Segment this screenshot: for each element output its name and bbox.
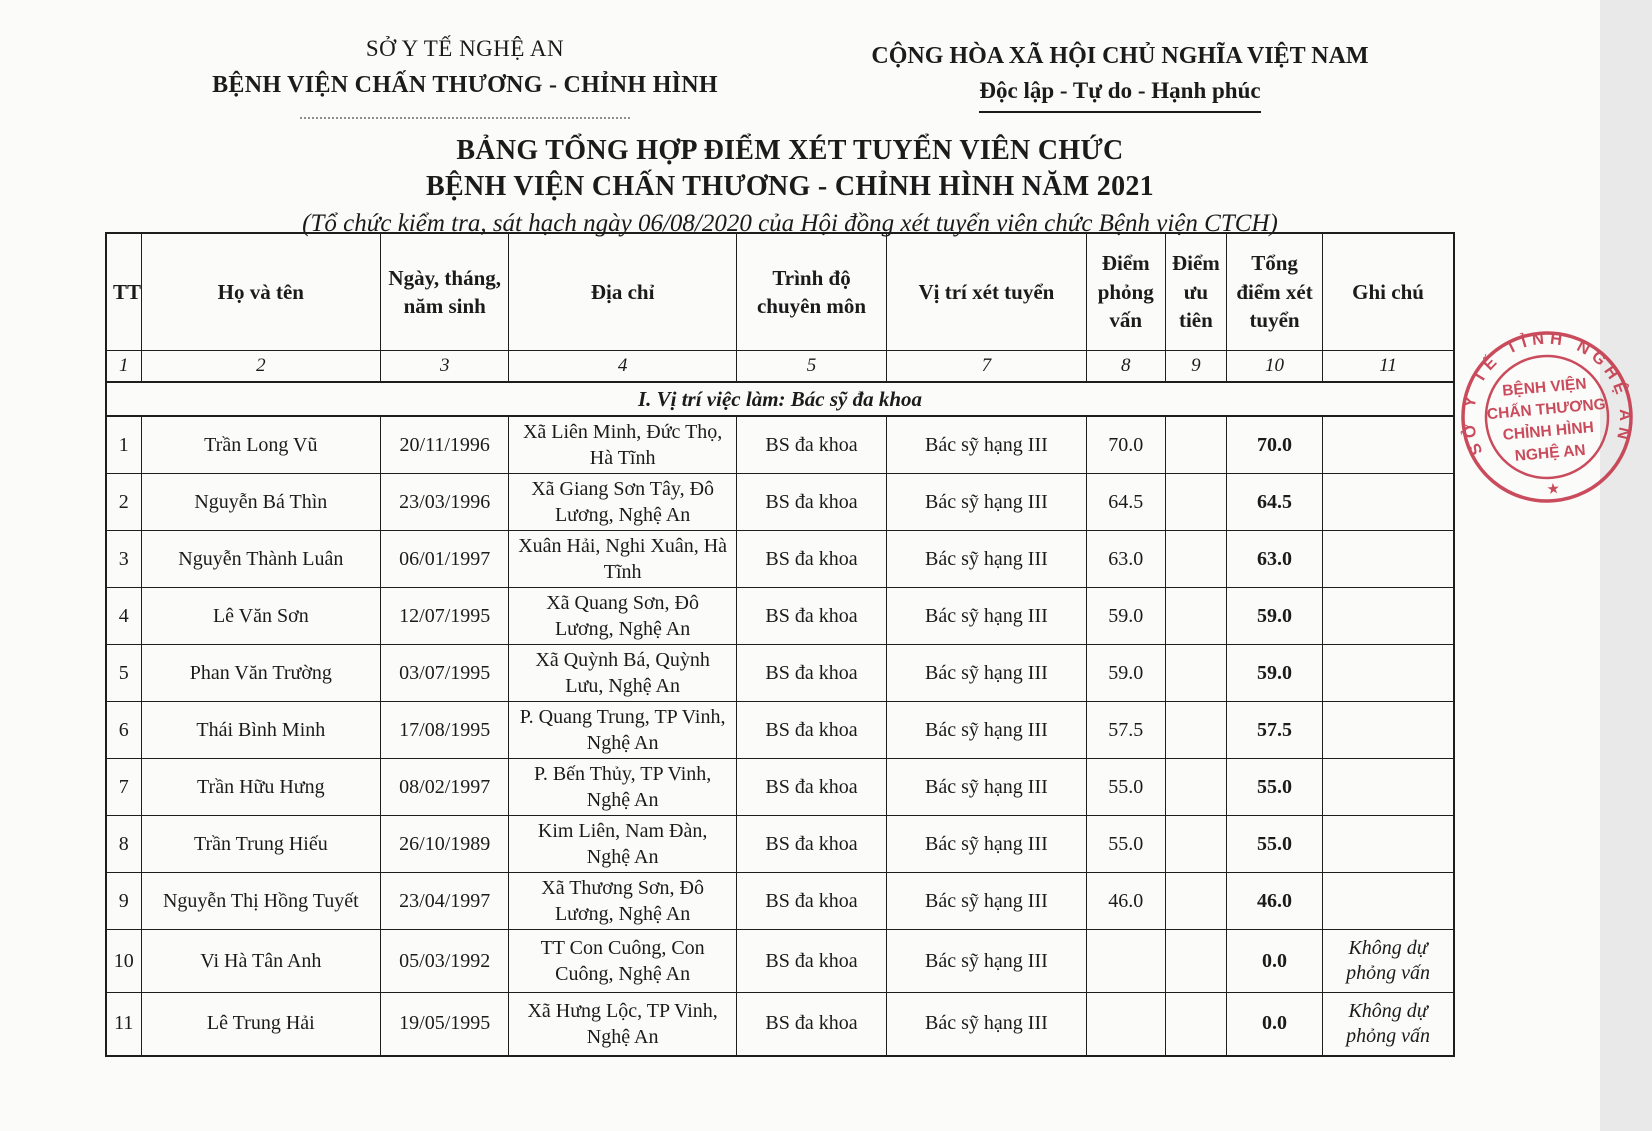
col-number: 9 <box>1165 351 1226 383</box>
cell-tt: 11 <box>106 993 141 1056</box>
cell-degree: BS đa khoa <box>736 531 886 588</box>
document-title <box>0 133 1580 238</box>
col-header-degree: Trình độ chuyên môn <box>736 233 886 351</box>
cell-total: 64.5 <box>1226 474 1322 531</box>
stamp-star-icon: ★ <box>1545 480 1561 499</box>
title-subtitle: (Tổ chức kiểm tra, sát hạch ngày 06/08/2020 của Hội đồng xét tuyển viên chức Bệnh viện CTCH) <box>302 209 1278 237</box>
cell-position: Bác sỹ hạng III <box>887 873 1086 930</box>
cell-address: TT Con Cuông, Con Cuông, Nghệ An <box>509 930 737 993</box>
cell-address: Xuân Hải, Nghi Xuân, Hà Tĩnh <box>509 531 737 588</box>
cell-name: Thái Bình Minh <box>141 702 381 759</box>
cell-priority <box>1165 759 1226 816</box>
cell-name: Trần Hữu Hưng <box>141 759 381 816</box>
cell-note: Không dự phỏng vấn <box>1323 930 1454 993</box>
cell-name: Vi Hà Tân Anh <box>141 930 381 993</box>
cell-dob: 26/10/1989 <box>381 816 509 873</box>
cell-tt: 4 <box>106 588 141 645</box>
cell-total: 0.0 <box>1226 993 1322 1056</box>
cell-priority <box>1165 816 1226 873</box>
cell-dob: 08/02/1997 <box>381 759 509 816</box>
col-header-tt: TT <box>106 233 141 351</box>
cell-priority <box>1165 474 1226 531</box>
cell-dob: 03/07/1995 <box>381 645 509 702</box>
cell-tt: 3 <box>106 531 141 588</box>
col-number: 1 <box>106 351 141 383</box>
cell-note <box>1323 416 1454 474</box>
table-row <box>106 702 1454 759</box>
cell-tt: 8 <box>106 816 141 873</box>
table-row <box>106 759 1454 816</box>
col-header-interview: Điểm phỏng vấn <box>1086 233 1165 351</box>
hospital-name: BỆNH VIỆN CHẤN THƯƠNG - CHỈNH HÌNH <box>212 71 718 98</box>
stamp-center-line1: BỆNH VIỆN <box>1501 375 1588 400</box>
cell-total: 70.0 <box>1226 416 1322 474</box>
table-row <box>106 416 1454 474</box>
cell-dob: 05/03/1992 <box>381 930 509 993</box>
section-header-row <box>106 382 1454 416</box>
cell-priority <box>1165 993 1226 1056</box>
cell-note <box>1323 759 1454 816</box>
cell-degree: BS đa khoa <box>736 702 886 759</box>
score-summary-table <box>105 232 1455 1057</box>
stamp-center-line4: NGHỆ AN <box>1514 441 1587 465</box>
cell-degree: BS đa khoa <box>736 993 886 1056</box>
national-motto-line2: Độc lập - Tự do - Hạnh phúc <box>979 74 1260 113</box>
cell-degree: BS đa khoa <box>736 645 886 702</box>
table-row <box>106 930 1454 993</box>
cell-degree: BS đa khoa <box>736 759 886 816</box>
hospital-seal-stamp <box>1452 322 1652 522</box>
cell-address: Xã Quỳnh Bá, Quỳnh Lưu, Nghệ An <box>509 645 737 702</box>
stamp-inner-ring <box>1481 351 1613 483</box>
cell-note <box>1323 645 1454 702</box>
cell-interview: 46.0 <box>1086 873 1165 930</box>
cell-degree: BS đa khoa <box>736 930 886 993</box>
table-row <box>106 873 1454 930</box>
cell-tt: 5 <box>106 645 141 702</box>
cell-priority <box>1165 416 1226 474</box>
table-row <box>106 474 1454 531</box>
dotted-divider <box>300 117 630 119</box>
col-header-total: Tổng điểm xét tuyển <box>1226 233 1322 351</box>
col-number: 4 <box>509 351 737 383</box>
col-header-note: Ghi chú <box>1323 233 1454 351</box>
cell-tt: 1 <box>106 416 141 474</box>
cell-position: Bác sỹ hạng III <box>887 993 1086 1056</box>
table-row <box>106 645 1454 702</box>
cell-interview: 55.0 <box>1086 759 1165 816</box>
cell-total: 55.0 <box>1226 816 1322 873</box>
cell-tt: 6 <box>106 702 141 759</box>
cell-position: Bác sỹ hạng III <box>887 930 1086 993</box>
cell-tt: 7 <box>106 759 141 816</box>
cell-interview <box>1086 993 1165 1056</box>
table-row <box>106 588 1454 645</box>
cell-position: Bác sỹ hạng III <box>887 759 1086 816</box>
cell-interview: 57.5 <box>1086 702 1165 759</box>
cell-tt: 2 <box>106 474 141 531</box>
cell-interview: 59.0 <box>1086 588 1165 645</box>
cell-interview: 70.0 <box>1086 416 1165 474</box>
cell-position: Bác sỹ hạng III <box>887 816 1086 873</box>
col-number: 11 <box>1323 351 1454 383</box>
col-number: 10 <box>1226 351 1322 383</box>
cell-name: Phan Văn Trường <box>141 645 381 702</box>
cell-total: 57.5 <box>1226 702 1322 759</box>
letterhead-left <box>170 32 760 127</box>
cell-total: 59.0 <box>1226 645 1322 702</box>
col-number: 3 <box>381 351 509 383</box>
cell-name: Nguyễn Thành Luân <box>141 531 381 588</box>
cell-priority <box>1165 702 1226 759</box>
cell-dob: 20/11/1996 <box>381 416 509 474</box>
cell-total: 0.0 <box>1226 930 1322 993</box>
col-number: 5 <box>736 351 886 383</box>
column-number-row <box>106 351 1454 383</box>
cell-name: Lê Trung Hải <box>141 993 381 1056</box>
cell-note <box>1323 531 1454 588</box>
cell-interview: 63.0 <box>1086 531 1165 588</box>
cell-tt: 9 <box>106 873 141 930</box>
national-motto-line1: CỘNG HÒA XÃ HỘI CHỦ NGHĨA VIỆT NAM <box>871 43 1369 69</box>
cell-address: Xã Giang Sơn Tây, Đô Lương, Nghệ An <box>509 474 737 531</box>
cell-position: Bác sỹ hạng III <box>887 531 1086 588</box>
cell-name: Nguyễn Thị Hồng Tuyết <box>141 873 381 930</box>
stamp-ring-text: SỞ Y TẾ TỈNH NGHỆ AN <box>1459 329 1635 458</box>
cell-priority <box>1165 588 1226 645</box>
cell-dob: 19/05/1995 <box>381 993 509 1056</box>
cell-degree: BS đa khoa <box>736 474 886 531</box>
cell-position: Bác sỹ hạng III <box>887 474 1086 531</box>
cell-address: P. Bến Thủy, TP Vinh, Nghệ An <box>509 759 737 816</box>
col-header-dob: Ngày, tháng, năm sinh <box>381 233 509 351</box>
cell-name: Lê Văn Sơn <box>141 588 381 645</box>
cell-address: Xã Hưng Lộc, TP Vinh, Nghệ An <box>509 993 737 1056</box>
table-header-row <box>106 233 1454 351</box>
svg-text:SỞ Y TẾ TỈNH NGHỆ AN <box>1452 323 1637 459</box>
cell-note <box>1323 474 1454 531</box>
col-header-address: Địa chỉ <box>509 233 737 351</box>
cell-position: Bác sỹ hạng III <box>887 645 1086 702</box>
cell-degree: BS đa khoa <box>736 416 886 474</box>
cell-interview <box>1086 930 1165 993</box>
cell-priority <box>1165 645 1226 702</box>
col-header-position: Vị trí xét tuyển <box>887 233 1086 351</box>
cell-degree: BS đa khoa <box>736 816 886 873</box>
title-line1: BẢNG TỔNG HỢP ĐIỂM XÉT TUYỂN VIÊN CHỨC <box>456 135 1124 166</box>
cell-position: Bác sỹ hạng III <box>887 702 1086 759</box>
cell-note: Không dự phỏng vấn <box>1323 993 1454 1056</box>
cell-note <box>1323 702 1454 759</box>
issuing-department: SỞ Y TẾ NGHỆ AN <box>365 36 565 61</box>
cell-interview: 64.5 <box>1086 474 1165 531</box>
cell-position: Bác sỹ hạng III <box>887 416 1086 474</box>
table-row <box>106 816 1454 873</box>
cell-note <box>1323 816 1454 873</box>
cell-dob: 17/08/1995 <box>381 702 509 759</box>
cell-dob: 12/07/1995 <box>381 588 509 645</box>
cell-tt: 10 <box>106 930 141 993</box>
cell-address: Xã Quang Sơn, Đô Lương, Nghệ An <box>509 588 737 645</box>
cell-dob: 23/04/1997 <box>381 873 509 930</box>
cell-name: Trần Trung Hiếu <box>141 816 381 873</box>
cell-priority <box>1165 531 1226 588</box>
cell-address: Kim Liên, Nam Đàn, Nghệ An <box>509 816 737 873</box>
cell-address: Xã Liên Minh, Đức Thọ, Hà Tĩnh <box>509 416 737 474</box>
cell-total: 63.0 <box>1226 531 1322 588</box>
cell-note <box>1323 873 1454 930</box>
cell-address: P. Quang Trung, TP Vinh, Nghệ An <box>509 702 737 759</box>
stamp-outer-ring <box>1456 326 1638 508</box>
table-row <box>106 993 1454 1056</box>
col-number: 7 <box>887 351 1086 383</box>
cell-name: Nguyễn Bá Thìn <box>141 474 381 531</box>
cell-degree: BS đa khoa <box>736 873 886 930</box>
cell-address: Xã Thương Sơn, Đô Lương, Nghệ An <box>509 873 737 930</box>
cell-name: Trần Long Vũ <box>141 416 381 474</box>
cell-degree: BS đa khoa <box>736 588 886 645</box>
section-label: I. Vị trí việc làm: Bác sỹ đa khoa <box>106 382 1454 416</box>
col-number: 2 <box>141 351 381 383</box>
cell-position: Bác sỹ hạng III <box>887 588 1086 645</box>
cell-interview: 59.0 <box>1086 645 1165 702</box>
title-line2: BỆNH VIỆN CHẤN THƯƠNG - CHỈNH HÌNH NĂM 2021 <box>426 171 1154 203</box>
cell-total: 55.0 <box>1226 759 1322 816</box>
cell-total: 59.0 <box>1226 588 1322 645</box>
col-header-name: Họ và tên <box>141 233 381 351</box>
col-header-priority: Điểm ưu tiên <box>1165 233 1226 351</box>
letterhead-right <box>830 38 1410 113</box>
cell-dob: 23/03/1996 <box>381 474 509 531</box>
cell-priority <box>1165 873 1226 930</box>
cell-interview: 55.0 <box>1086 816 1165 873</box>
cell-priority <box>1165 930 1226 993</box>
table-row <box>106 531 1454 588</box>
stamp-center-line3: CHỈNH HÌNH <box>1502 418 1595 444</box>
cell-note <box>1323 588 1454 645</box>
col-number: 8 <box>1086 351 1165 383</box>
stamp-center-line2: CHẤN THƯƠNG <box>1486 395 1607 424</box>
cell-dob: 06/01/1997 <box>381 531 509 588</box>
cell-total: 46.0 <box>1226 873 1322 930</box>
